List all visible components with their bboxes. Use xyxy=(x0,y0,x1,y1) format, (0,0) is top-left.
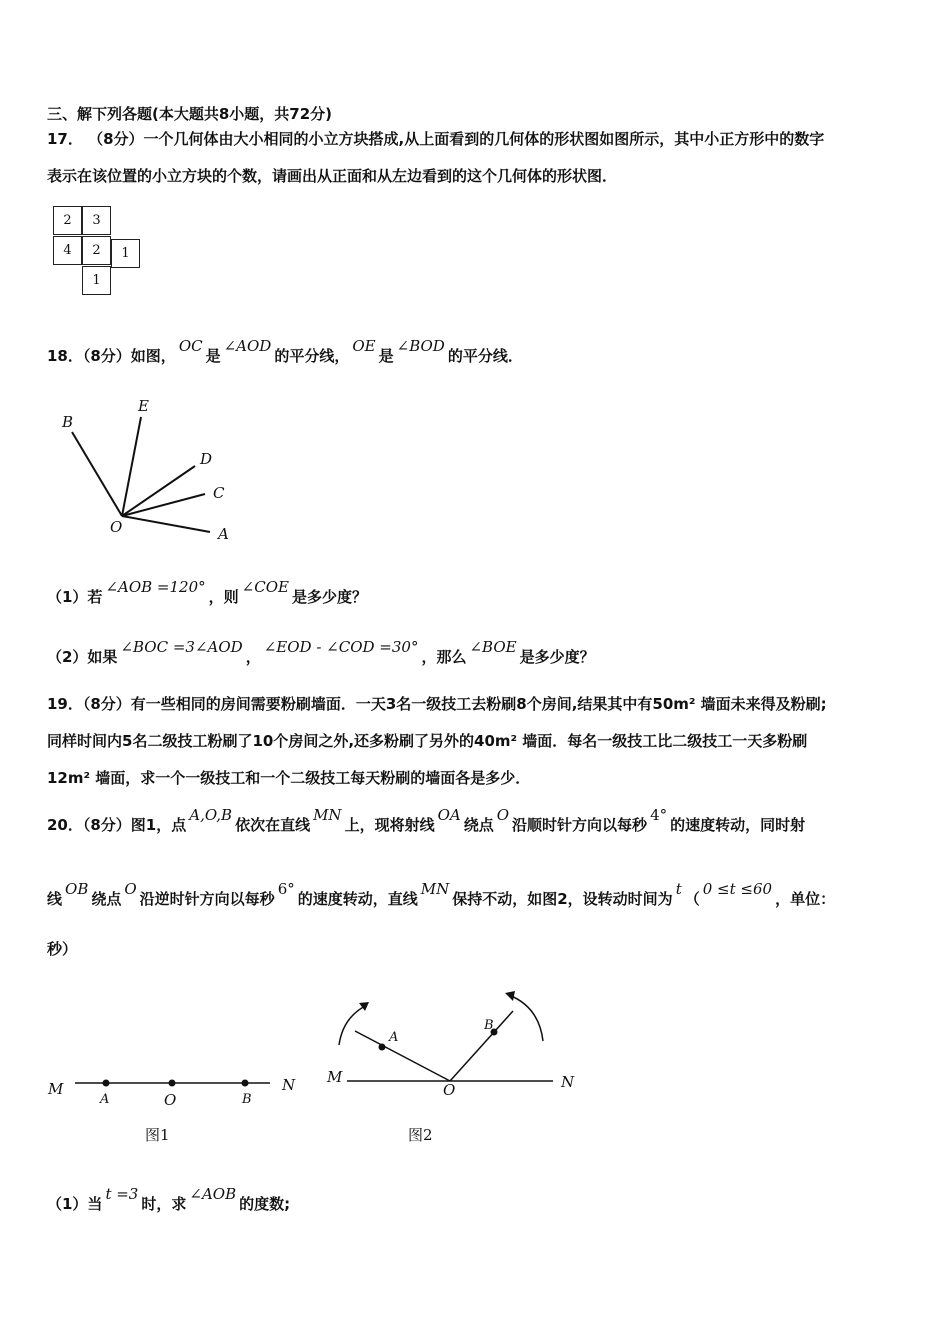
math-points: A,O,B xyxy=(189,806,233,824)
math-t: t xyxy=(675,880,682,898)
label-b: B xyxy=(484,1018,494,1033)
math-oc: OC xyxy=(178,337,203,355)
ray-oa xyxy=(355,1031,450,1081)
text: 绕点 xyxy=(463,816,494,834)
grid-cell: 2 xyxy=(53,206,82,235)
q20-part1 xyxy=(47,1185,291,1214)
text: 的平分线． xyxy=(447,347,523,365)
clockwise-arrow-arc xyxy=(339,1005,367,1045)
label-e: E xyxy=(138,397,149,415)
q18-prefix: 18．（8分）如图， xyxy=(47,347,176,365)
ray-ob xyxy=(72,432,122,516)
text: 的度数; xyxy=(239,1195,291,1213)
q18-part1 xyxy=(47,578,367,607)
text: 保持不动，如图2，设转动时间为 xyxy=(452,890,673,908)
text: 上，现将射线 xyxy=(344,816,435,834)
ray-oa xyxy=(122,516,210,532)
text: 是 xyxy=(205,347,221,365)
text: 线 xyxy=(47,890,63,908)
ray-oe xyxy=(122,417,141,516)
arrowhead-icon xyxy=(505,991,515,1001)
label-m: M xyxy=(327,1068,343,1086)
label-n: N xyxy=(282,1076,296,1094)
q20-figure2 xyxy=(325,985,595,1150)
math-condition: ∠EOD - ∠COD =30° xyxy=(263,638,419,656)
text: 依次在直线 xyxy=(235,816,311,834)
section-header: 三、解下列各题(本大题共8小题，共72分) xyxy=(47,105,333,123)
grid-cell: 1 xyxy=(82,266,111,295)
math-angle-bod: ∠BOD xyxy=(396,337,445,355)
grid-cell: 3 xyxy=(82,206,111,235)
point-a xyxy=(379,1044,386,1051)
text: 20．（8分）图1，点 xyxy=(47,816,187,834)
math-o: O xyxy=(496,806,510,824)
math-t-value: t =3 xyxy=(105,1185,139,1203)
figure1-caption: 图1 xyxy=(145,1126,170,1144)
math-angle-aob: ∠AOB xyxy=(189,1185,237,1203)
q19-line3: 12m² 墙面，求一个一级技工和一个二级技工每天粉刷的墙面各是多少． xyxy=(47,769,531,787)
math-oe: OE xyxy=(352,337,376,355)
label-b: B xyxy=(242,1092,252,1107)
grid-cell: 4 xyxy=(53,236,82,265)
math-mn: MN xyxy=(313,806,342,824)
text: ，那么 xyxy=(421,648,467,666)
label-a: A xyxy=(218,525,229,543)
ray-od xyxy=(122,466,195,516)
counterclockwise-arrow-arc xyxy=(509,995,543,1041)
q18-angle-figure xyxy=(50,390,250,550)
text: 沿逆时针方向以每秒 xyxy=(139,890,275,908)
point-o xyxy=(169,1080,176,1087)
math-4deg: 4° xyxy=(650,806,668,824)
text: ，则 xyxy=(208,588,239,606)
math-6deg: 6° xyxy=(277,880,295,898)
math-angle-aod: ∠AOD xyxy=(223,337,272,355)
math-range: 0 ≤t ≤60 xyxy=(702,880,773,898)
ray-ob xyxy=(450,1011,513,1081)
text: 绕点 xyxy=(91,890,122,908)
label-o: O xyxy=(110,518,123,536)
q19-line1: 19．（8分）有一些相同的房间需要粉刷墙面．一天3名一级技工去粉刷8个房间,结果其中有50m² 墙面未来得及粉刷; xyxy=(47,695,827,713)
label-m: M xyxy=(48,1080,64,1098)
q20-line2 xyxy=(47,880,836,909)
text: （1）当 xyxy=(47,1195,103,1213)
q19-line2: 同样时间内5名二级技工粉刷了10个房间之外,还多粉刷了另外的40m² 墙面．每名一级技工比二级技工一天多粉刷 xyxy=(47,732,808,750)
grid-cell: 1 xyxy=(111,239,140,268)
math-condition: ∠AOB =120° xyxy=(105,578,206,596)
label-c: C xyxy=(213,484,225,502)
grid-cell: 2 xyxy=(82,236,111,265)
math-angle-coe: ∠COE xyxy=(241,578,289,596)
math-ob: OB xyxy=(65,880,89,898)
math-mn: MN xyxy=(420,880,450,898)
label-a: A xyxy=(389,1030,399,1045)
label-n: N xyxy=(561,1073,575,1091)
figure2-caption: 图2 xyxy=(408,1126,433,1144)
label-d: D xyxy=(200,450,213,468)
q20-line3: 秒） xyxy=(47,940,78,958)
point-b xyxy=(242,1080,249,1087)
text: 是多少度？ xyxy=(519,648,595,666)
text: 的平分线， xyxy=(274,347,350,365)
text: 时，求 xyxy=(141,1195,187,1213)
label-o: O xyxy=(443,1081,456,1099)
q20-line1 xyxy=(47,806,806,835)
math-condition: ∠BOC =3∠AOD xyxy=(120,638,243,656)
point-a xyxy=(103,1080,110,1087)
text: 是多少度？ xyxy=(291,588,367,606)
q18-part2 xyxy=(47,638,595,667)
label-b: B xyxy=(62,413,74,431)
q20-figure1 xyxy=(40,1060,310,1150)
text: 的速度转动，直线 xyxy=(297,890,418,908)
text: （2）如果 xyxy=(47,648,118,666)
ray-oc xyxy=(122,494,205,516)
text: 的速度转动，同时射 xyxy=(670,816,806,834)
label-a: A xyxy=(100,1092,110,1107)
math-o: O xyxy=(124,880,137,898)
q17-line1: 17． （8分）一个几何体由大小相同的小立方块搭成,从上面看到的几何体的形状图如图所示，其中小正方形中的数字 xyxy=(47,130,825,148)
text: ， xyxy=(245,648,261,666)
text: 是 xyxy=(378,347,394,365)
text: （1）若 xyxy=(47,588,103,606)
math-angle-boe: ∠BOE xyxy=(469,638,517,656)
text: 沿顺时针方向以每秒 xyxy=(512,816,648,834)
q18-statement xyxy=(47,337,523,366)
label-o: O xyxy=(164,1091,177,1109)
math-oa: OA xyxy=(437,806,461,824)
text: （ xyxy=(684,890,700,908)
text: ，单位： xyxy=(775,890,836,908)
q17-line2: 表示在该位置的小立方块的个数，请画出从正面和从左边看到的这个几何体的形状图． xyxy=(47,167,618,185)
